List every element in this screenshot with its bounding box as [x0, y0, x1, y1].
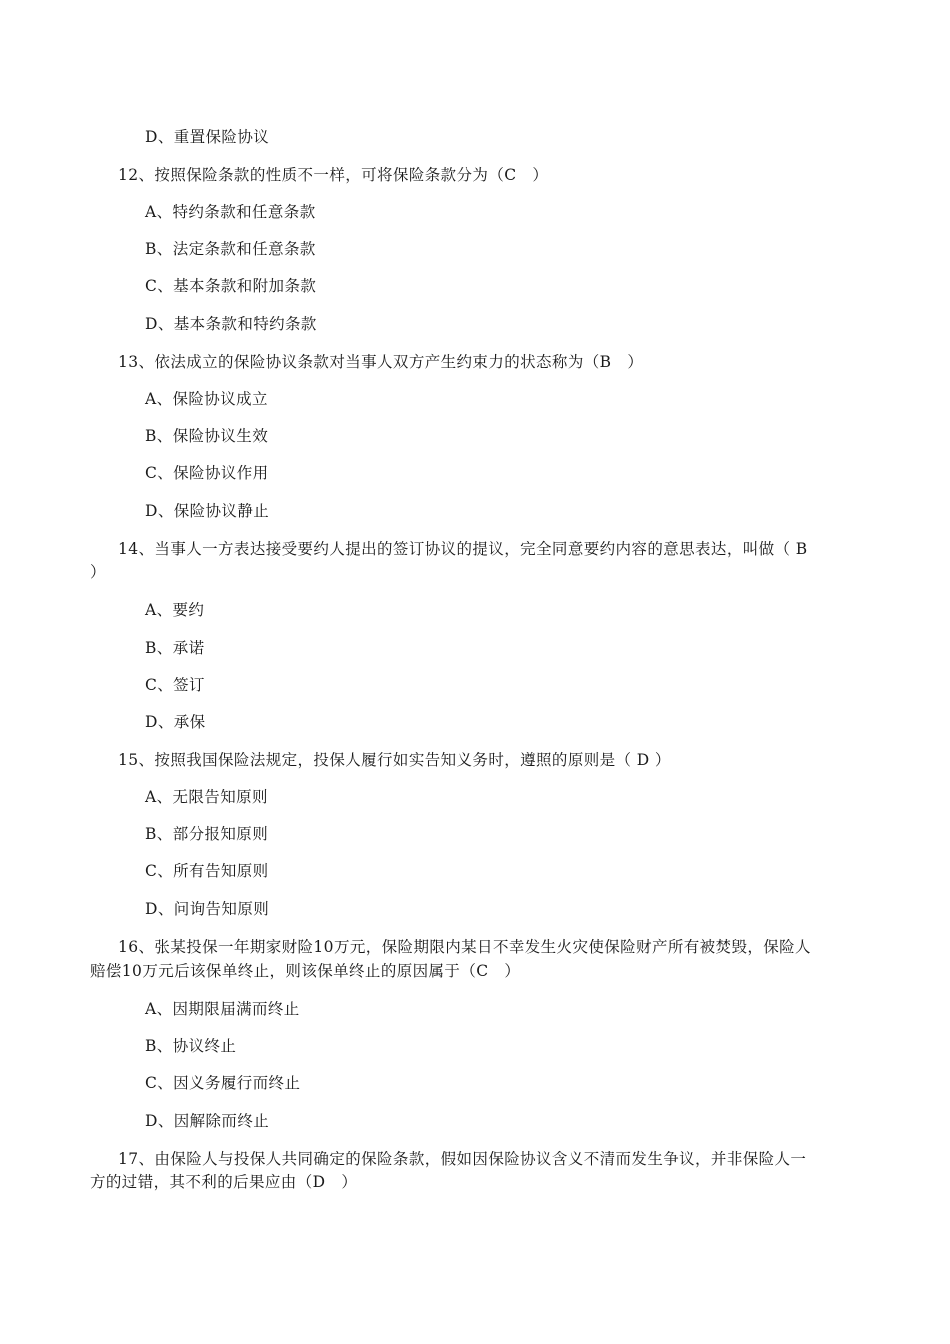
option-line: D、保险协议静止: [145, 502, 270, 520]
question-line: 13、依法成立的保险协议条款对当事人双方产生约束力的状态称为（B ）: [118, 353, 644, 371]
option-line: A、要约: [145, 601, 205, 619]
option-line: B、部分报知原则: [145, 825, 269, 843]
question-line: 12、按照保险条款的性质不一样，可将保险条款分为（C ）: [118, 166, 549, 184]
question-line-continued: ）: [90, 563, 106, 581]
question-line: 14、当事人一方表达接受要约人提出的签订协议的提议，完全同意要约内容的意思表达，叫做（ B: [118, 540, 808, 558]
question-line: 16、张某投保一年期家财险10万元，保险期限内某日不幸发生火灾使保险财产所有被焚毁，保险人: [118, 938, 811, 956]
option-line: C、基本条款和附加条款: [145, 277, 317, 295]
option-line: A、无限告知原则: [145, 788, 268, 806]
option-line: D、基本条款和特约条款: [145, 315, 317, 333]
option-line: B、法定条款和任意条款: [145, 240, 316, 258]
option-line: C、所有告知原则: [145, 862, 269, 880]
option-line: B、承诺: [145, 639, 205, 657]
question-line-continued: 赔偿10万元后该保单终止，则该保单终止的原因属于（C ）: [90, 962, 521, 980]
option-line: D、重置保险协议: [145, 128, 270, 146]
question-line: 15、按照我国保险法规定，投保人履行如实告知义务时，遵照的原则是（ D ）: [118, 751, 671, 769]
option-line: A、因期限届满而终止: [145, 1000, 300, 1018]
option-line: D、问询告知原则: [145, 900, 270, 918]
question-line: 17、由保险人与投保人共同确定的保险条款，假如因保险协议含义不清而发生争议，并非保险人一: [118, 1150, 807, 1168]
option-line: A、特约条款和任意条款: [145, 203, 316, 221]
option-line: A、保险协议成立: [145, 390, 268, 408]
option-line: C、签订: [145, 676, 205, 694]
option-line: D、因解除而终止: [145, 1112, 270, 1130]
option-line: B、协议终止: [145, 1037, 237, 1055]
question-line-continued: 方的过错，其不利的后果应由（D ）: [90, 1173, 358, 1191]
option-line: B、保险协议生效: [145, 427, 269, 445]
option-line: C、因义务履行而终止: [145, 1074, 301, 1092]
option-line: D、承保: [145, 713, 206, 731]
option-line: C、保险协议作用: [145, 464, 269, 482]
